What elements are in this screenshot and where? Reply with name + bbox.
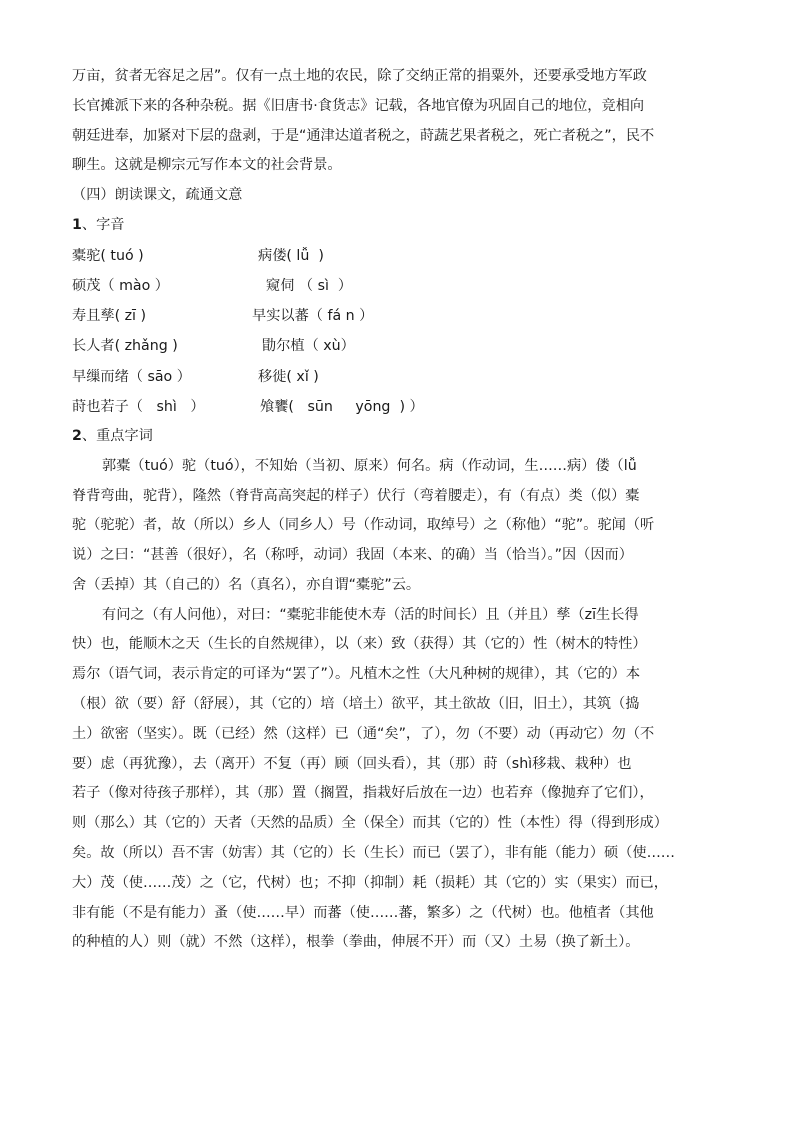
text-line: 说）之曰：“甚善（很好），名（称呼，动词）我固（本来、的确）当（恰当）。”因（因而）	[72, 547, 633, 564]
text-line: 矣。故（所以）吾不害（妨害）其（它的）长（生长）而已（罢了），非有能（能力）硕（使……	[72, 845, 675, 862]
annotated-paragraph-1	[72, 452, 743, 601]
pronunciation-list	[72, 241, 743, 422]
pronunciation-right: 病偻( lǚ )	[258, 247, 324, 264]
pronunciation-row	[72, 241, 743, 271]
text-line: 的种植的人）则（就）不然（这样），根拳（拳曲，伸展不开）而（又）土易（换了新土）。	[72, 934, 640, 951]
pronunciation-left: 长人者( zhǎng )	[72, 338, 178, 355]
pronunciation-row	[72, 362, 743, 392]
annotated-paragraph-2	[72, 601, 743, 959]
subsection-number: 1	[72, 216, 82, 233]
subsection-title: 、字音	[81, 216, 125, 233]
pronunciation-right: 移徙( xǐ )	[258, 368, 319, 385]
pronunciation-right: 早实以蕃（ fá n ）	[252, 308, 374, 325]
subsection-heading-keywords	[72, 422, 743, 452]
pronunciation-right: 勖尔植（ xù）	[262, 338, 355, 355]
pronunciation-left: 早缫而绪（ sāo ）	[72, 368, 191, 385]
intro-paragraph	[72, 62, 743, 181]
text-line: 舍（丢掉）其（自己的）名（真名），亦自谓“橐驼”云。	[72, 576, 421, 593]
pronunciation-left: 硕茂（ mào ）	[72, 277, 169, 294]
text-line: 大）茂（使……茂）之（它，代树）也；不抑（抑制）耗（损耗）其（它的）实（果实）而已，	[72, 874, 668, 891]
text-line: 长官摊派下来的各种杂税。据《旧唐书·食货志》记载，各地官僚为巩固自己的地位，竞相向	[72, 97, 645, 114]
subsection-title: 、重点字词	[81, 427, 153, 444]
text-line: 若子（像对待孩子那样），其（那）置（搁置，指栽好后放在一边）也若弃（像抛弃了它们），	[72, 785, 654, 802]
pronunciation-row	[72, 301, 743, 331]
text-line: 要）虑（再犹豫），去（离开）不复（再）顾（回头看），其（那）莳（shì移栽、栽种）也	[72, 755, 632, 772]
pronunciation-right: 飧饔( sūn yōng ) ）	[260, 398, 424, 415]
text-line: 聊生。这就是柳宗元写作本文的社会背景。	[72, 157, 342, 174]
text-line: 则（那么）其（它的）天者（天然的品质）全（保全）而其（它的）性（本性）得（得到形成）	[72, 815, 668, 832]
pronunciation-right: 窥伺 （ sì ）	[266, 277, 353, 294]
text-line: 有问之（有人问他），对曰：“橐驼非能使木寿（活的时间长）且（并且）孳（zī生长得	[102, 606, 639, 623]
pronunciation-left: 寿且孳( zī )	[72, 308, 147, 325]
text-line: （根）欲（要）舒（舒展），其（它的）培（培土）欲平，其土欲故（旧，旧土），其筑（捣	[72, 696, 640, 713]
pronunciation-left: 橐驼( tuó )	[72, 247, 144, 264]
text-line: 万亩，贫者无容足之居”。仅有一点土地的农民，除了交纳正常的捐粟外，还要承受地方军政	[72, 68, 647, 84]
text-line: 焉尔（语气词，表示肯定的可译为“罢了”）。凡植木之性（大凡种树的规律），其（它的）本	[72, 666, 641, 683]
pronunciation-row	[72, 331, 743, 361]
text-line: 驼（驼驼）者，故（所以）乡人（同乡人）号（作动词，取绰号）之（称他）“驼”。驼闻（听	[72, 517, 655, 534]
text-line: 快）也，能顺木之天（生长的自然规律），以（来）致（获得）其（它的）性（树木的特性）	[72, 636, 647, 653]
subsection-heading-pronunciation	[72, 211, 743, 241]
pronunciation-row	[72, 392, 743, 422]
text-line: 郭橐（tuó）驼（tuó），不知始（当初、原来）何名。病（作动词，生……病）偻（lǚ	[102, 457, 637, 474]
text-line: 非有能（不是有能力）蚤（使……早）而蕃（使……蕃，繁多）之（代树）也。他植者（其他	[72, 904, 654, 921]
subsection-number: 2	[72, 427, 82, 444]
pronunciation-left: 莳也若子（ shì ）	[72, 398, 205, 415]
text-line: 脊背弯曲，驼背），隆然（脊背高高突起的样子）伏行（弯着腰走），有（有点）类（似）橐	[72, 487, 640, 504]
section-heading	[72, 181, 743, 211]
pronunciation-row	[72, 271, 743, 301]
section-title: （四）朗读课文，疏通文意	[72, 187, 243, 204]
text-line: 土）欲密（坚实）。既（已经）然（这样）已（通“矣”，了），勿（不要）动（再动它）勿（不	[72, 725, 655, 742]
text-line: 朝廷进奉，加紧对下层的盘剥，于是“通津达道者税之，莳蔬艺果者税之，死亡者税之”，民不	[72, 127, 655, 144]
